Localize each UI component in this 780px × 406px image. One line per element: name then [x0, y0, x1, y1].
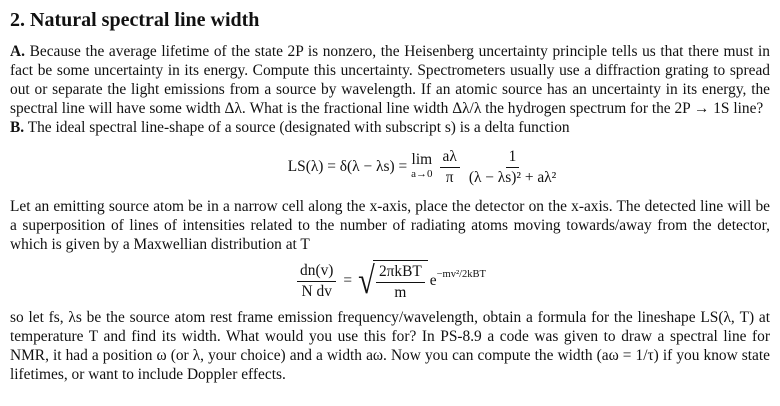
square-root [356, 260, 428, 302]
exp-power: −mv²/2kBT [436, 268, 486, 280]
section-title: 2. Natural spectral line width [10, 9, 260, 31]
part-b-intro-text: The ideal spectral line-shape of a source (designated with subscript s) is a delta function [27, 119, 570, 136]
eq1-frac2-numerator: 1 [506, 148, 520, 168]
part-b-middle-paragraph: Let an emitting source atom be in a narrow cell along the x-axis, place the detector on the x-axis. The detected line will be a superposition of lines of intensities related to the number of radiating atoms moving towards/away from the detector, which is given by a Maxwellian distribution at T [10, 198, 770, 253]
eq1-frac2-denominator: (λ − λs)² + aλ² [468, 168, 557, 186]
eq2-lhs-fraction [297, 262, 336, 301]
delta-function-equation [80, 137, 770, 197]
part-b-label: B. [10, 119, 25, 136]
radicand [373, 260, 428, 302]
part-a-text: Because the average lifetime of the state 2P is nonzero, the Heisenberg uncertainty principle tells us that there must in fact be some uncertainty in its energy. Compute this uncertainty. Spectrometers usually use a diffraction grating to spread out or separate the light emissions from a source by wavelength. If an atomic source has an uncertainty in its energy, the spectral line will have some width Δλ. What is the fractional line width Δλ/λ the hydrogen spectrum for the 2P → 1S line? [10, 43, 770, 117]
radicand-fraction [376, 263, 425, 302]
part-a-label: A. [10, 43, 25, 60]
exp-base: e [429, 272, 437, 289]
part-b-intro-paragraph [10, 118, 770, 137]
maxwellian-equation [10, 254, 770, 308]
eq2-lhs-numerator: dn(v) [297, 262, 336, 282]
limit-subscript: a→0 [411, 168, 433, 180]
eq1-fraction-1 [440, 148, 460, 187]
radicand-numerator: 2πkBT [376, 263, 425, 283]
radical-sign: √ [358, 260, 375, 302]
limit-word: lim [411, 151, 433, 168]
limit-operator [411, 153, 432, 181]
eq1-frac1-numerator: aλ [440, 148, 460, 168]
radicand-denominator: m [394, 284, 407, 301]
part-a-paragraph [10, 42, 770, 118]
eq1-frac1-denominator: π [445, 168, 454, 186]
eq1-lhs: LS(λ) = δ(λ − λs) = [287, 158, 408, 175]
eq2-equals: = [343, 272, 353, 289]
eq1-fraction-2 [466, 148, 559, 187]
part-b-closing-paragraph: so let fs, λs be the source atom rest frame emission frequency/wavelength, obtain a formula for the lineshape LS(λ, T) at temperature T and find its width. What would you use this for? In PS-8.9 a code was given to draw a spectral line for NMR, it had a position ω (or λ, your choice) and a width aω. Now you can compute the width (aω = 1/τ) if you know state lifetimes, or want to include Doppler effects. [10, 309, 770, 383]
eq2-lhs-denominator: N dv [301, 282, 332, 300]
